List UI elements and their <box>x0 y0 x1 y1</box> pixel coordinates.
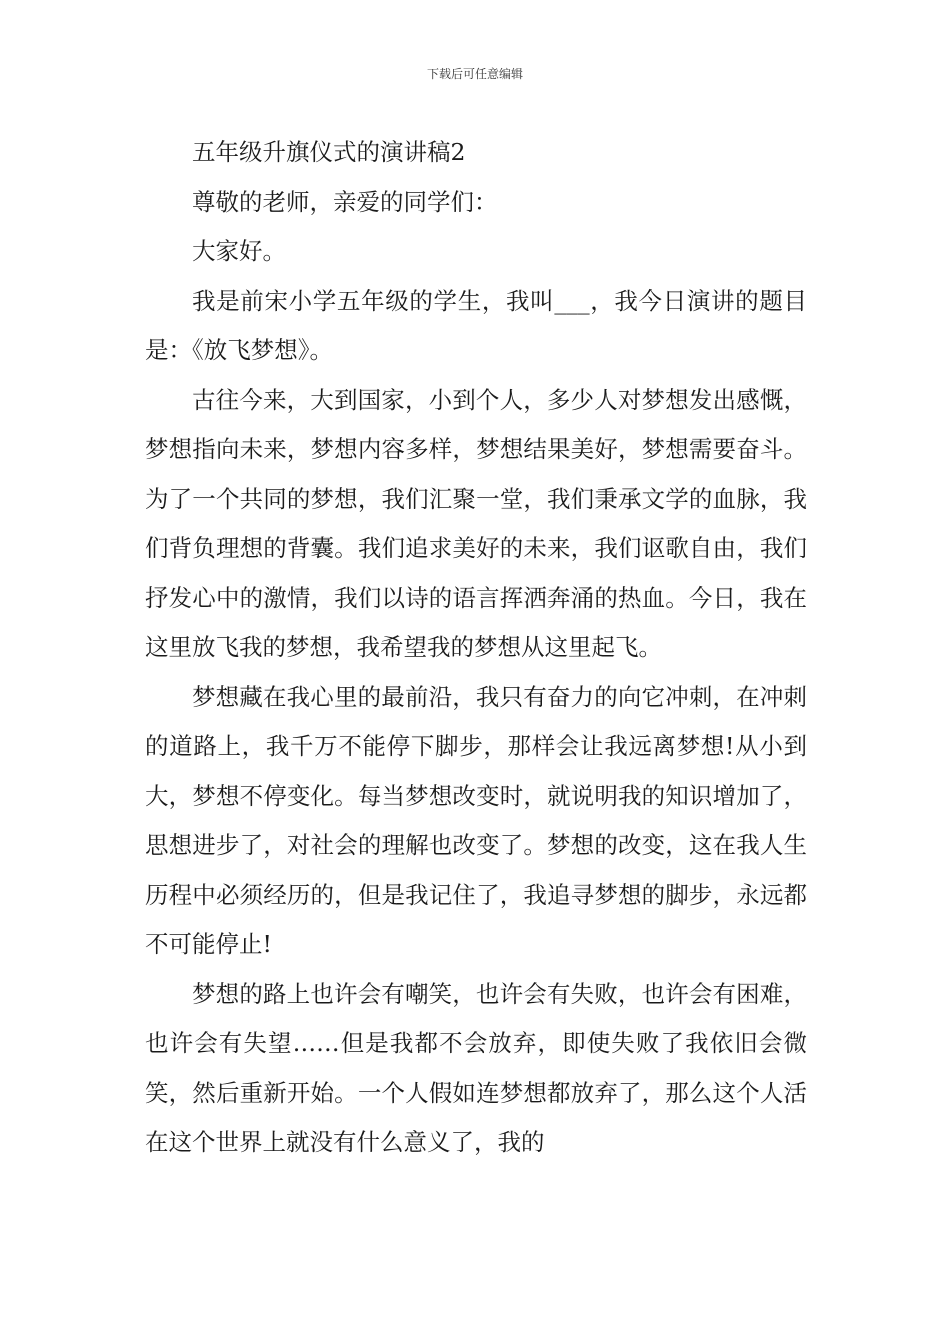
document-title: 五年级升旗仪式的演讲稿2 <box>192 138 466 166</box>
document-body <box>145 128 807 1168</box>
body-paragraph: 梦想藏在我心里的最前沿，我只有奋力的向它冲刺，在冲刺的道路上，我千万不能停下脚步，那样会让我远离梦想!从小到大，梦想不停变化。每当梦想改变时，就说明我的知识增加了，思想进步了，对社会的理解也改变了。梦想的改变，这在我人生历程中必须经历的，但是我记住了，我追寻梦想的脚步，永远都不可能停止! <box>145 682 807 958</box>
body-paragraph: 古往今来，大到国家，小到个人，多少人对梦想发出感慨，梦想指向未来，梦想内容多样，梦想结果美好，梦想需要奋斗。为了一个共同的梦想，我们汇聚一堂，我们秉承文学的血脉，我们背负理想的背囊。我们追求美好的未来，我们讴歌自由，我们抒发心中的激情，我们以诗的语言挥洒奔涌的热血。今日，我在这里放飞我的梦想，我希望我的梦想从这里起飞。 <box>145 385 807 661</box>
body-paragraph: 梦想的路上也许会有嘲笑，也许会有失败，也许会有困难，也许会有失望……但是我都不会放弃，即使失败了我依旧会微笑，然后重新开始。一个人假如连梦想都放弃了，那么这个人活在这个世界上就没有什么意义了，我的 <box>145 979 807 1156</box>
page-header-note: 下载后可任意编辑 <box>426 67 523 81</box>
greeting: 大家好。 <box>192 237 286 265</box>
salutation: 尊敬的老师，亲爱的同学们： <box>192 187 498 216</box>
body-paragraph: 我是前宋小学五年级的学生，我叫___，我今日演讲的题目是：《放飞梦想》。 <box>145 286 807 364</box>
